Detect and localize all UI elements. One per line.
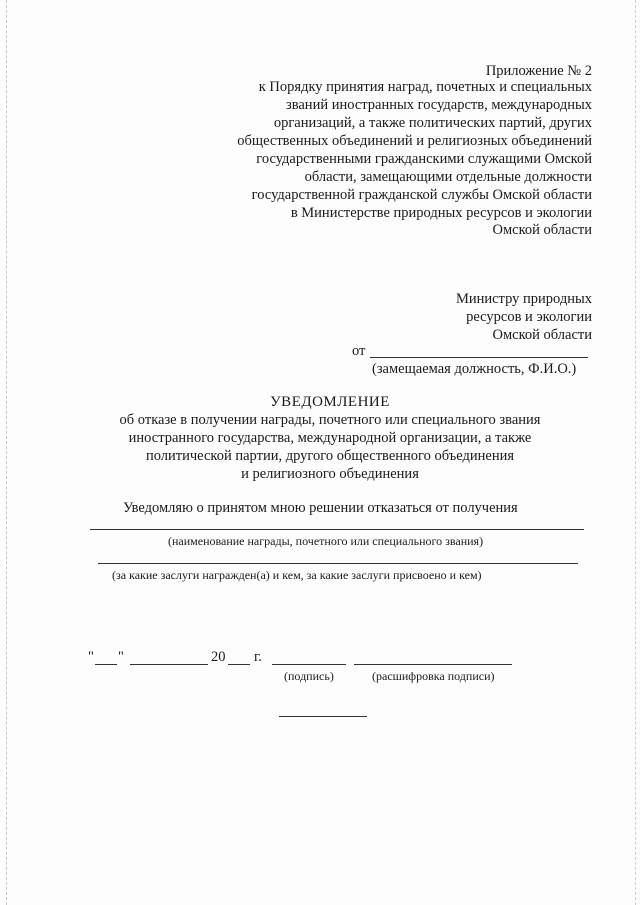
notice-subtitle-line: об отказе в получении награды, почетного или специального звания xyxy=(119,412,541,428)
signature-caption: (подпись) xyxy=(284,669,334,683)
notice-title: УВЕДОМЛЕНИЕ xyxy=(270,394,390,410)
date-year-line[interactable] xyxy=(228,664,250,665)
date-quote-close: " xyxy=(118,649,124,665)
date-quote-open: " xyxy=(88,649,94,665)
signature-decoding-line[interactable] xyxy=(354,664,512,665)
award-field-line[interactable] xyxy=(90,529,584,530)
date-year-suffix: г. xyxy=(254,649,262,665)
date-year-prefix: 20 xyxy=(211,649,226,665)
appendix-line: государственными гражданскими служащими Омской xyxy=(256,151,592,167)
notice-body: Уведомляю о принятом мною решении отказаться от получения xyxy=(123,500,518,516)
from-caption: (замещаемая должность, Ф.И.О.) xyxy=(372,361,577,377)
appendix-line: государственной гражданской службы Омской области xyxy=(251,187,592,203)
appendix-line: Омской области xyxy=(492,222,592,238)
appendix-line: общественных объединений и религиозных объединений xyxy=(237,133,592,149)
signature-line[interactable] xyxy=(272,664,346,665)
addressee-line: ресурсов и экологии xyxy=(466,309,592,325)
merit-field-line[interactable] xyxy=(98,563,578,564)
notice-subtitle-line: и религиозного объединения xyxy=(241,466,419,482)
signature-decoding-caption: (расшифровка подписи) xyxy=(372,669,495,683)
date-month-line[interactable] xyxy=(130,664,208,665)
date-day-line[interactable] xyxy=(95,664,117,665)
notice-subtitle-line: политической партии, другого общественного объединения xyxy=(145,448,515,464)
appendix-line: организаций, а также политических партий, других xyxy=(273,115,592,131)
from-label: от xyxy=(352,343,366,359)
notice-subtitle-line: иностранного государства, международной организации, а также xyxy=(128,430,532,446)
award-caption: (наименование награды, почетного или специального звания) xyxy=(168,534,484,548)
appendix-line: в Министерстве природных ресурсов и экологии xyxy=(290,205,592,221)
appendix-line: области, замещающими отдельные должности xyxy=(304,169,592,185)
addressee-line: Министру природных xyxy=(455,291,592,307)
from-field-line[interactable] xyxy=(370,357,588,358)
appendix-line: к Порядку принятия наград, почетных и специальных xyxy=(258,79,592,95)
addressee-line: Омской области xyxy=(492,327,592,343)
appendix-number: Приложение № 2 xyxy=(485,63,592,79)
merit-caption: (за какие заслуги награжден(а) и кем, за какие заслуги присвоено и кем) xyxy=(112,568,482,582)
appendix-line: званий иностранных государств, международных xyxy=(285,97,592,113)
closing-divider xyxy=(279,716,367,717)
